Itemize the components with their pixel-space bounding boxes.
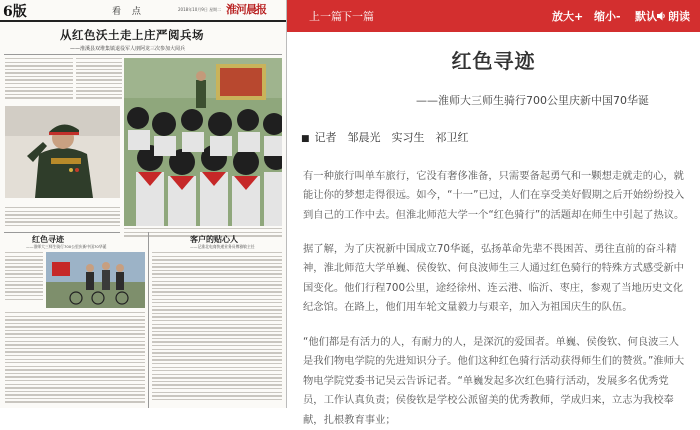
- date-line: 2018年10月9日 星期二: [178, 7, 222, 12]
- soldier-photo[interactable]: [5, 106, 120, 198]
- story3-subtitle: ——记淮北电商快递业务员傅雅敏主任: [190, 244, 255, 249]
- article-paragraph: 有一种旅行叫单车旅行，它没有奢侈准备，只需要备起勇气和一颗想走就走的心，就能让你的梦想走得很远。如今，“十一”已过，人们在享受美好假期之后开始纷纷投入到自己的工作中去。但淮北师范大学一个“红色骑行”的活题却在师生中引起了热议。: [303, 170, 685, 221]
- zoom-out-button[interactable]: 缩小-: [594, 10, 621, 23]
- default-size-button[interactable]: 默认: [635, 10, 657, 23]
- story2-subtitle: ——淮师大三师生骑行700公里庆新中国70华诞: [26, 244, 107, 249]
- article-reader: [287, 0, 700, 426]
- next-article-link[interactable]: 下一篇: [341, 10, 374, 23]
- newspaper-page[interactable]: [0, 0, 287, 408]
- divider: [4, 232, 120, 233]
- cyclists-photo[interactable]: [46, 252, 145, 308]
- article-paragraph: “他们都是有活力的人，有耐力的人，是深沉的爱国者。单巍、侯俊钦、何良波三人是我们物电学院的先进知识分子。他们这种红色骑行活动获得师生们的赞赏。”淮师大物电学院党委书记吴云告诉记者。“单巍发起多次红色骑行活动，发展多名优秀党员，工作认真负责；侯俊钦是学校公派留美的优秀教师，学成归来，立志为我校奉献，扎根教育事业；: [303, 336, 685, 426]
- read-aloud-label: 朗读: [668, 10, 690, 23]
- zoom-in-button[interactable]: 放大+: [552, 10, 584, 23]
- newspaper-header: [0, 0, 286, 22]
- divider: [4, 54, 282, 55]
- story3-title[interactable]: 客户的贴心人: [190, 234, 238, 244]
- article-title: 红色寻迹: [451, 49, 536, 73]
- section-name: 看 点: [112, 7, 145, 17]
- author-names: 记者 邹晨光 实习生 祁卫红: [314, 131, 469, 144]
- article-subtitle: ——淮师大三师生骑行700公里庆新中国70华诞: [416, 94, 649, 107]
- read-aloud-button[interactable]: [657, 8, 690, 24]
- speaker-icon: [657, 11, 666, 21]
- headline[interactable]: 从红色沃土走上庄严阅兵场: [60, 28, 204, 42]
- prev-article-link[interactable]: 上一篇: [309, 10, 342, 23]
- article-byline: [301, 129, 469, 145]
- column-divider: [148, 232, 149, 408]
- text-column: [5, 207, 120, 229]
- text-column: [5, 252, 43, 308]
- article-paragraph: 据了解，为了庆祝新中国成立70华诞，弘扬革命先辈不畏困苦、勇往直前的奋斗精神，淮北师范大学单巍、侯俊钦、何良波师生三人通过红色骑行的特殊方式感受新中国变化。他们行程700公里，途经徐州、连云港、临沂、枣庄，参观了当地历史文化纪念馆。在路上，他们用车轮文量毅力与艰辛，加入为祖国庆生的队伍。: [303, 243, 684, 314]
- text-column: [152, 252, 282, 408]
- subheadline: ——淮溪县双堆集镇退役军人朋阿龙三次参加大阅兵: [70, 46, 186, 52]
- story2-title[interactable]: 红色寻迹: [32, 234, 64, 244]
- text-column: [76, 58, 122, 104]
- children-photo[interactable]: [124, 58, 282, 226]
- text-column: [5, 312, 145, 408]
- text-column: [5, 58, 73, 104]
- reader-toolbar: [287, 0, 700, 32]
- masthead-logo: 淮河晨报: [226, 3, 266, 16]
- square-bullet-icon: ■: [301, 134, 310, 144]
- edition-number: 6版: [3, 4, 27, 20]
